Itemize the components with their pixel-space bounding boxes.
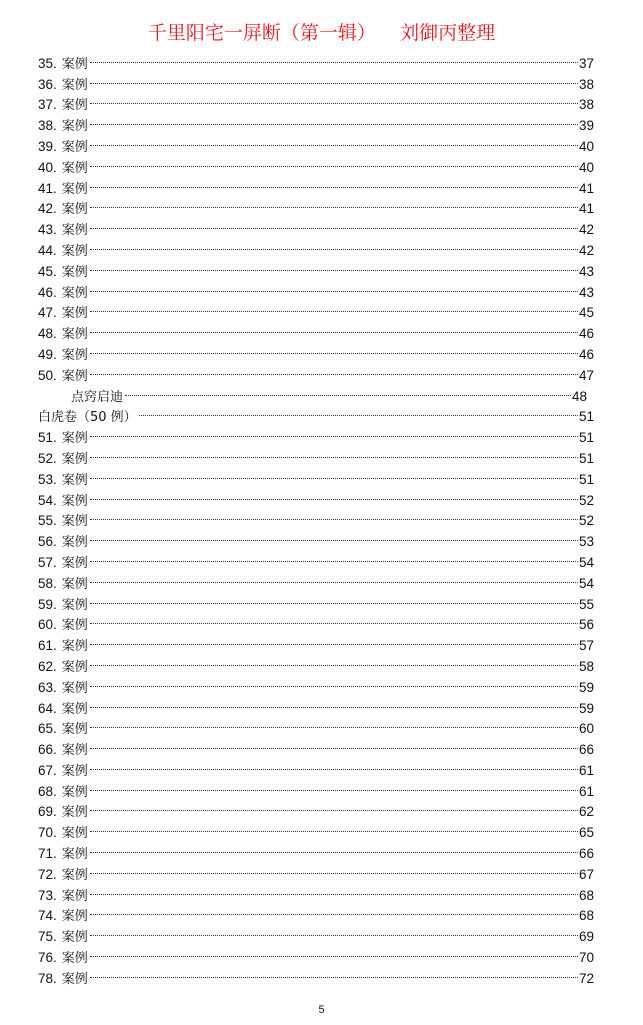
toc-entry-label: 案例 <box>61 306 88 322</box>
toc-entry-number: 49. <box>38 346 57 362</box>
toc-entry-label: 案例 <box>61 535 88 551</box>
toc-entry[interactable] <box>38 525 594 551</box>
toc-entry-label: 案例 <box>61 951 88 967</box>
toc-entry[interactable] <box>38 172 594 197</box>
toc-entry[interactable] <box>38 920 594 946</box>
toc-entry-number: 44. <box>38 242 57 258</box>
toc-dot-leader <box>90 733 578 754</box>
toc-entry-label: 案例 <box>61 264 88 280</box>
toc-entry-number: 64. <box>38 700 57 716</box>
toc-dot-leader <box>90 546 578 567</box>
toc-dot-leader <box>90 796 578 817</box>
toc-dot-leader <box>90 754 578 775</box>
toc-dot-leader <box>90 255 578 276</box>
toc-dot-leader <box>90 89 578 110</box>
toc-entry-label: 案例 <box>61 202 88 218</box>
toc-entry[interactable] <box>38 47 594 72</box>
toc-entry[interactable] <box>38 421 594 447</box>
toc-dot-leader <box>90 109 578 130</box>
toc-entry[interactable] <box>38 505 594 530</box>
toc-dot-leader <box>90 276 578 297</box>
toc-entry-number: 37. <box>38 97 57 113</box>
toc-entry[interactable] <box>38 837 594 863</box>
toc-entry-page-number: 51 <box>578 409 594 425</box>
toc-entry-number: 53. <box>38 471 57 487</box>
toc-entry[interactable] <box>38 484 594 509</box>
toc-entry[interactable] <box>38 629 594 655</box>
toc-entry-label: 案例 <box>61 493 88 509</box>
toc-entry-number: 40. <box>38 159 57 175</box>
toc-dot-leader <box>90 837 578 858</box>
toc-entry-page-number: 66 <box>578 846 594 862</box>
toc-entry-number: 75. <box>38 929 57 945</box>
toc-entry-page-number: 46 <box>578 326 594 342</box>
toc-entry[interactable] <box>38 380 594 405</box>
toc-entry-number: 48. <box>38 326 57 342</box>
toc-entry-label: 案例 <box>61 743 88 759</box>
toc-entry-number: 36. <box>38 76 57 92</box>
toc-entry-number: 52. <box>38 450 57 466</box>
page-header-title: 千里阳宅一屏断（第一辑） 刘御丙整理 <box>147 22 496 44</box>
toc-entry-page-number: 43 <box>578 284 594 300</box>
toc-entry-number: 65. <box>38 721 57 737</box>
toc-entry-page-number: 68 <box>578 887 594 903</box>
toc-entry[interactable] <box>38 588 594 613</box>
toc-entry-label: 案例 <box>61 160 88 176</box>
toc-dot-leader <box>90 317 578 338</box>
toc-entry[interactable] <box>38 962 594 987</box>
toc-dot-leader <box>90 858 578 879</box>
toc-entry-label: 案例 <box>61 867 88 883</box>
toc-entry-page-number: 61 <box>578 762 594 778</box>
toc-entry[interactable] <box>38 359 594 384</box>
toc-entry-number: 47. <box>38 305 57 321</box>
toc-entry-number: 39. <box>38 138 57 154</box>
toc-entry-page-number: 42 <box>578 242 594 258</box>
toc-entry-page-number: 57 <box>578 638 594 654</box>
toc-entry-page-number: 45 <box>578 305 594 321</box>
toc-dot-leader <box>90 359 578 380</box>
toc-dot-leader <box>90 463 578 484</box>
toc-entry-number: 42. <box>38 201 57 217</box>
toc-dot-leader <box>90 713 578 734</box>
toc-entry-number: 69. <box>38 804 57 820</box>
toc-entry-label: 案例 <box>61 930 88 946</box>
toc-entry[interactable] <box>38 193 594 218</box>
toc-entry-page-number: 70 <box>578 950 594 966</box>
toc-entry-page-number: 60 <box>578 721 594 737</box>
toc-entry-number: 45. <box>38 263 57 279</box>
toc-entry-label: 案例 <box>61 368 88 384</box>
toc-entry-page-number: 41 <box>578 201 594 217</box>
toc-entry-number: 56. <box>38 534 57 550</box>
toc-entry-page-number: 62 <box>578 804 594 820</box>
toc-entry-page-number: 51 <box>578 430 594 446</box>
toc-entry-page-number: 52 <box>578 492 594 508</box>
toc-entry-label: 案例 <box>61 514 88 530</box>
toc-entry-label: 案例 <box>61 639 88 655</box>
toc-entry[interactable] <box>38 109 594 135</box>
toc-entry-number: 43. <box>38 222 57 238</box>
toc-entry-number: 50. <box>38 367 57 383</box>
toc-entry[interactable] <box>38 941 594 967</box>
toc-entry[interactable] <box>38 234 594 259</box>
toc-entry-label: 案例 <box>61 847 88 863</box>
toc-dot-leader <box>90 650 578 671</box>
toc-dot-leader <box>90 421 578 442</box>
toc-entry-label: 案例 <box>61 805 88 821</box>
toc-entry-label: 案例 <box>61 888 88 904</box>
toc-entry-page-number: 66 <box>578 742 594 758</box>
toc-entry[interactable] <box>38 317 594 343</box>
toc-entry-label: 案例 <box>61 597 88 613</box>
toc-entry[interactable] <box>38 650 594 675</box>
toc-entry-label: 案例 <box>61 576 88 592</box>
toc-dot-leader <box>90 47 578 68</box>
toc-dot-leader <box>90 68 578 89</box>
toc-entry-page-number: 39 <box>578 118 594 134</box>
toc-entry-number: 63. <box>38 679 57 695</box>
toc-entry-label: 案例 <box>61 909 88 925</box>
toc-entry[interactable] <box>38 879 594 904</box>
toc-entry-page-number: 38 <box>578 76 594 92</box>
toc-entry-page-number: 42 <box>578 222 594 238</box>
toc-entry[interactable] <box>38 276 594 301</box>
toc-dot-leader <box>90 213 578 234</box>
toc-entry[interactable] <box>38 816 594 842</box>
toc-entry-label: 案例 <box>61 472 88 488</box>
toc-entry-page-number: 58 <box>578 658 594 674</box>
toc-dot-leader <box>90 588 578 609</box>
toc-entry-page-number: 38 <box>578 97 594 113</box>
table-of-contents <box>38 47 594 987</box>
toc-entry-label: 案例 <box>61 223 88 239</box>
toc-entry-label: 案例 <box>61 826 88 842</box>
toc-entry-page-number: 54 <box>578 575 594 591</box>
toc-entry-number: 57. <box>38 554 57 570</box>
toc-entry-page-number: 47 <box>578 367 594 383</box>
toc-entry[interactable] <box>38 338 594 363</box>
toc-entry-page-number: 61 <box>578 783 594 799</box>
toc-entry-page-number: 41 <box>578 180 594 196</box>
toc-dot-leader <box>90 234 578 255</box>
toc-entry[interactable] <box>38 213 594 239</box>
toc-entry-page-number: 65 <box>578 825 594 841</box>
toc-entry[interactable] <box>38 567 594 592</box>
toc-entry-label: 案例 <box>61 347 88 363</box>
toc-dot-leader <box>90 879 578 900</box>
toc-entry-number: 72. <box>38 866 57 882</box>
toc-entry-number: 41. <box>38 180 57 196</box>
toc-dot-leader <box>90 338 578 359</box>
toc-entry[interactable] <box>38 775 594 800</box>
toc-entry-label: 案例 <box>61 77 88 93</box>
toc-dot-leader <box>125 380 571 401</box>
toc-entry[interactable] <box>38 796 594 821</box>
toc-dot-leader <box>90 816 578 837</box>
toc-entry[interactable] <box>38 609 594 634</box>
toc-dot-leader <box>90 941 578 962</box>
toc-entry-page-number: 54 <box>578 554 594 570</box>
toc-entry-label: 案例 <box>61 56 88 72</box>
toc-entry-label: 案例 <box>61 139 88 155</box>
toc-entry-label: 案例 <box>61 763 88 779</box>
toc-entry-page-number: 72 <box>578 970 594 986</box>
toc-dot-leader <box>90 172 578 193</box>
toc-entry-number: 70. <box>38 825 57 841</box>
toc-entry-number: 78. <box>38 970 57 986</box>
toc-dot-leader <box>90 525 578 546</box>
toc-dot-leader <box>90 442 578 463</box>
toc-entry[interactable] <box>38 68 594 93</box>
toc-entry-page-number: 40 <box>578 138 594 154</box>
toc-entry-label: 案例 <box>61 431 88 447</box>
toc-entry-number: 68. <box>38 783 57 799</box>
toc-entry-page-number: 55 <box>578 596 594 612</box>
toc-entry-label: 案例 <box>61 680 88 696</box>
toc-dot-leader <box>90 567 578 588</box>
toc-entry-page-number: 51 <box>578 450 594 466</box>
toc-dot-leader <box>90 505 578 526</box>
toc-entry[interactable] <box>38 130 594 155</box>
toc-entry-label: 案例 <box>61 784 88 800</box>
toc-entry-label: 案例 <box>61 327 88 343</box>
toc-dot-leader <box>90 130 578 151</box>
toc-entry-label: 案例 <box>61 98 88 114</box>
toc-dot-leader <box>90 671 578 692</box>
toc-entry-number: 73. <box>38 887 57 903</box>
toc-entry[interactable] <box>38 151 594 176</box>
toc-entry-label: 案例 <box>61 555 88 571</box>
toc-entry[interactable] <box>38 754 594 779</box>
toc-entry-number: 59. <box>38 596 57 612</box>
toc-entry-label: 案例 <box>61 701 88 717</box>
toc-entry-label: 案例 <box>61 119 88 135</box>
toc-entry-number: 67. <box>38 762 57 778</box>
toc-entry[interactable] <box>38 671 594 696</box>
toc-entry-label: 案例 <box>61 659 88 675</box>
toc-entry-page-number: 68 <box>578 908 594 924</box>
toc-entry-number: 55. <box>38 513 57 529</box>
toc-entry[interactable] <box>38 692 594 717</box>
toc-entry-page-number: 48 <box>571 388 587 404</box>
toc-entry[interactable] <box>38 255 594 280</box>
page-number: 5 <box>318 1004 325 1016</box>
toc-entry-label: 案例 <box>61 618 88 634</box>
toc-entry[interactable] <box>38 713 594 738</box>
toc-entry-page-number: 40 <box>578 159 594 175</box>
toc-entry-page-number: 53 <box>578 534 594 550</box>
toc-entry-number: 58. <box>38 575 57 591</box>
toc-entry[interactable] <box>38 297 594 322</box>
toc-entry[interactable] <box>38 900 594 925</box>
toc-entry-number: 62. <box>38 658 57 674</box>
toc-entry-page-number: 37 <box>578 55 594 71</box>
toc-entry[interactable] <box>38 858 594 883</box>
toc-dot-leader <box>90 920 578 941</box>
toc-entry-page-number: 51 <box>578 471 594 487</box>
toc-entry-label: 案例 <box>61 285 88 301</box>
toc-entry-page-number: 43 <box>578 263 594 279</box>
toc-entry-page-number: 69 <box>578 929 594 945</box>
toc-entry-page-number: 59 <box>578 679 594 695</box>
toc-dot-leader <box>90 297 578 318</box>
toc-entry-page-number: 67 <box>578 866 594 882</box>
toc-entry-number: 66. <box>38 742 57 758</box>
toc-entry-number: 60. <box>38 617 57 633</box>
toc-entry-number: 35. <box>38 55 57 71</box>
toc-entry-label: 案例 <box>61 181 88 197</box>
toc-dot-leader <box>139 401 578 422</box>
toc-dot-leader <box>90 775 578 796</box>
toc-entry-number: 76. <box>38 950 57 966</box>
toc-entry-label: 案例 <box>61 451 88 467</box>
toc-dot-leader <box>90 151 578 172</box>
toc-dot-leader <box>90 692 578 713</box>
toc-entry-label: 案例 <box>61 722 88 738</box>
toc-entry-page-number: 52 <box>578 513 594 529</box>
toc-entry[interactable] <box>38 733 594 759</box>
toc-entry-number: 71. <box>38 846 57 862</box>
toc-dot-leader <box>90 962 578 983</box>
toc-dot-leader <box>90 629 578 650</box>
toc-entry-number: 51. <box>38 430 57 446</box>
toc-entry[interactable] <box>38 463 594 488</box>
toc-entry-number: 46. <box>38 284 57 300</box>
toc-entry-label: 案例 <box>61 971 88 987</box>
toc-entry-page-number: 56 <box>578 617 594 633</box>
toc-entry-number: 74. <box>38 908 57 924</box>
toc-dot-leader <box>90 484 578 505</box>
toc-entry-number: 61. <box>38 638 57 654</box>
toc-dot-leader <box>90 609 578 630</box>
toc-entry-label: 白虎卷（50 例） <box>38 410 137 426</box>
toc-entry-page-number: 46 <box>578 346 594 362</box>
toc-dot-leader <box>90 900 578 921</box>
toc-entry[interactable] <box>38 546 594 571</box>
toc-entry-number: 38. <box>38 118 57 134</box>
toc-entry-page-number: 59 <box>578 700 594 716</box>
toc-entry-number: 54. <box>38 492 57 508</box>
toc-entry[interactable] <box>38 89 594 114</box>
toc-entry-label: 点窍启迪 <box>71 389 124 405</box>
toc-entry[interactable] <box>38 442 594 467</box>
toc-entry-label: 案例 <box>61 243 88 259</box>
toc-dot-leader <box>90 193 578 214</box>
